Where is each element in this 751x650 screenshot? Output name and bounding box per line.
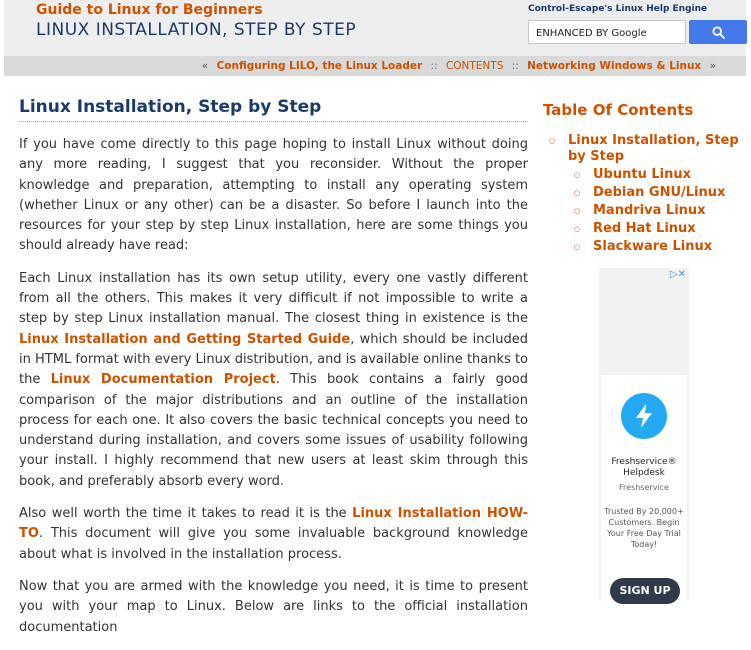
article-title: Linux Installation, Step by Step	[19, 97, 528, 122]
toc-title: Table Of Contents	[543, 101, 694, 119]
article-paragraph	[19, 504, 528, 565]
nav-separator: ::	[430, 60, 438, 72]
ad-close-icon[interactable]: ▷✕	[669, 269, 686, 280]
toc-item-main[interactable]	[568, 133, 743, 255]
ad-description: Trusted By 20,000+ Customers. Begin Your Free Day Trial Today!	[604, 507, 684, 549]
paragraph-text: . This book contains a fairly good comparison of the major distributions and an outline of the installation process for each one. It also covers the basic technical concepts you need to understand during installation, and covers some issues of usability following your install. I highly recommend that new users at least skim through this book, and preferably absorb every word.	[19, 372, 528, 489]
ad-card[interactable]	[601, 375, 687, 600]
search-input[interactable]	[529, 23, 685, 45]
site-name-link[interactable]: Guide to Linux for Beginners	[36, 2, 263, 18]
install-guide-link[interactable]: Linux Installation and Getting Started Guide	[19, 331, 351, 347]
nav-separator: ::	[511, 60, 519, 72]
breadcrumb-nav	[4, 56, 746, 76]
search-box[interactable]	[528, 20, 686, 44]
paragraph-text: Each Linux installation has its own setup utility, every one vastly different from all the others. This makes it very difficult if not impossible to write a step by step Linux installation manual. The closest thing in existence is the	[19, 270, 528, 327]
ad-banner[interactable]	[599, 268, 689, 600]
toc-item-mandriva[interactable]: ○ Mandriva Linux	[593, 203, 743, 219]
ad-subtitle: Freshservice	[619, 483, 669, 492]
search-button[interactable]	[689, 20, 747, 44]
toc-item-redhat[interactable]: ○ Red Hat Linux	[593, 221, 743, 237]
toc-item-label[interactable]: Linux Installation, Step by Step	[568, 133, 739, 164]
search-icon	[712, 26, 725, 39]
ad-signup-button[interactable]: SIGN UP	[610, 578, 680, 604]
page-heading: LINUX INSTALLATION, STEP BY STEP	[36, 20, 357, 40]
toc-item-debian[interactable]: ○ Debian GNU/Linux	[593, 185, 743, 201]
ad-title: Freshservice® Helpdesk	[611, 457, 677, 478]
nav-prev-link[interactable]: Configuring LILO, the Linux Loader	[216, 60, 423, 72]
freshservice-logo-icon	[621, 393, 667, 439]
paragraph-text: . This document will give you some invaluable background knowledge about what is involved in the installation process.	[19, 526, 528, 562]
article-paragraph: Now that you are armed with the knowledge you need, it is time to present you with your map to Linux. Below are links to the official installation documentation	[19, 578, 528, 635]
table-of-contents	[543, 101, 743, 257]
article-content	[19, 97, 528, 650]
howto-link[interactable]: Linux Installation HOW-TO	[19, 506, 528, 542]
ldp-link[interactable]: Linux Documentation Project	[50, 372, 276, 388]
toc-item-slackware[interactable]: ○ Slackware Linux	[593, 239, 743, 255]
toc-item-ubuntu[interactable]: ○ Ubuntu Linux	[593, 167, 743, 183]
site-header	[4, 0, 746, 56]
nav-close-quote: »	[709, 60, 716, 72]
paragraph-text: , which should be included in HTML format with every Linux distribution, and is available online thanks to the	[19, 331, 528, 388]
nav-open-quote: «	[201, 60, 209, 72]
paragraph-text: Also well worth the time it takes to read it is the	[19, 506, 353, 522]
nav-next-link[interactable]: Networking Windows & Linux	[527, 60, 702, 72]
article-paragraph: If you have come directly to this page hoping to install Linux without doing any more reading, I suggest that you reconsider. Without the proper knowledge and preparation, attempting to install any operating system (whether Linux or any other) can be a disaster. So before I launch into the resources for your step by step Linux installation, here are some things you should already have read:	[19, 137, 528, 254]
search-engine-label: Control-Escape's Linux Help Engine	[528, 4, 708, 14]
nav-contents-link[interactable]: CONTENTS	[445, 60, 504, 72]
article-paragraph	[19, 269, 528, 492]
